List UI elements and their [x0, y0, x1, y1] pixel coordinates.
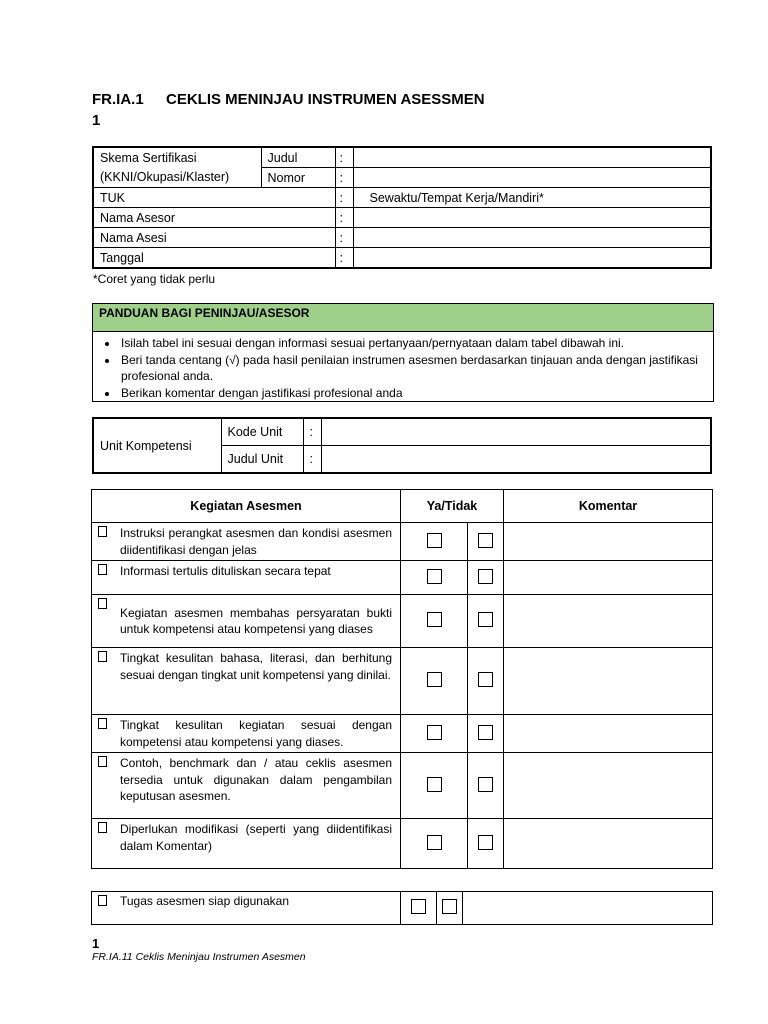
colon: :: [303, 446, 321, 474]
form-title-line2: 1: [92, 112, 101, 129]
final-text: Tugas asesmen siap digunakan: [120, 894, 289, 908]
nomor-label: Nomor: [261, 168, 335, 188]
komentar-cell[interactable]: [504, 595, 713, 648]
ya-checkbox[interactable]: [427, 533, 442, 548]
footer-text: FR.IA.11 Ceklis Meninjau Instrumen Asesmen: [92, 951, 306, 963]
activity-text: Diperlukan modifikasi (seperti yang diidentifikasi dalam Komentar): [120, 822, 392, 853]
activity-text: Contoh, benchmark dan / atau ceklis asesmen tersedia untuk digunakan dalam pengambilan keputusan asesmen.: [120, 756, 392, 803]
table-row: [92, 892, 713, 925]
tanggal-label: Tanggal: [93, 248, 335, 269]
judul-unit-label: Judul Unit: [221, 446, 303, 474]
komentar-cell[interactable]: [463, 892, 713, 925]
tuk-value[interactable]: Sewaktu/Tempat Kerja/Mandiri*: [353, 188, 711, 208]
colon: :: [303, 418, 321, 446]
ya-checkbox[interactable]: [411, 899, 426, 914]
table-row: [92, 595, 713, 648]
judul-field[interactable]: [353, 147, 711, 168]
activity-text: Tingkat kesulitan kegiatan sesuai dengan kompetensi atau kompetensi yang diases.: [120, 718, 392, 749]
ya-checkbox[interactable]: [427, 672, 442, 687]
ya-checkbox[interactable]: [427, 569, 442, 584]
bullet-icon: [98, 822, 107, 833]
komentar-cell[interactable]: [504, 715, 713, 753]
form-title: CEKLIS MENINJAU INSTRUMEN ASESSMEN: [166, 91, 485, 108]
activity-text: Tingkat kesulitan bahasa, literasi, dan berhitung sesuai dengan tingkat unit kompetensi yang dinilai.: [120, 651, 392, 682]
unit-table: [92, 417, 712, 474]
kode-unit-label: Kode Unit: [221, 418, 303, 446]
tidak-checkbox[interactable]: [478, 569, 493, 584]
colon: :: [335, 248, 353, 269]
unit-label: Unit Kompetensi: [93, 418, 221, 473]
table-row: [92, 819, 713, 869]
guide-item: • Beri tanda centang (√) pada hasil penilaian instrumen asesmen berdasarkan tinjauan anda dengan jastifikasi profesional anda.: [119, 352, 713, 385]
asesor-label: Nama Asesor: [93, 208, 335, 228]
komentar-cell[interactable]: [504, 648, 713, 715]
activity-table: [91, 489, 713, 869]
header-komentar: Komentar: [504, 490, 713, 523]
tidak-checkbox[interactable]: [478, 835, 493, 850]
bullet-icon: [98, 756, 107, 767]
nomor-field[interactable]: [353, 168, 711, 188]
table-row: [92, 715, 713, 753]
ya-checkbox[interactable]: [427, 835, 442, 850]
guide-item: • Isilah tabel ini sesuai dengan informasi sesuai pertanyaan/pernyataan dalam tabel dibawah ini.: [119, 335, 713, 352]
activity-text: Kegiatan asesmen membahas persyaratan bukti untuk kompetensi atau kompetensi yang diases: [120, 605, 392, 636]
guide-item: • Berikan komentar dengan jastifikasi profesional anda: [119, 385, 713, 402]
form-code: FR.IA.1: [92, 91, 144, 108]
tuk-label: TUK: [93, 188, 335, 208]
asesi-field[interactable]: [353, 228, 711, 248]
colon: :: [335, 208, 353, 228]
judul-label: Judul: [261, 147, 335, 168]
activity-text: Informasi tertulis dituliskan secara tepat: [120, 564, 331, 578]
ya-checkbox[interactable]: [427, 725, 442, 740]
bullet-icon: [98, 651, 107, 662]
tidak-checkbox[interactable]: [478, 672, 493, 687]
note-text: *Coret yang tidak perlu: [93, 272, 216, 286]
info-table: [92, 146, 712, 269]
tidak-checkbox[interactable]: [442, 899, 457, 914]
tidak-checkbox[interactable]: [478, 725, 493, 740]
header-kegiatan: Kegiatan Asesmen: [92, 490, 401, 523]
tanggal-field[interactable]: [353, 248, 711, 269]
guide-title: PANDUAN BAGI PENINJAU/ASESOR: [93, 304, 713, 332]
komentar-cell[interactable]: [504, 753, 713, 819]
judul-unit-field[interactable]: [321, 446, 711, 474]
final-table: [91, 891, 713, 925]
bullet-icon: [98, 718, 107, 729]
asesor-field[interactable]: [353, 208, 711, 228]
tidak-checkbox[interactable]: [478, 777, 493, 792]
bullet-icon: [98, 526, 107, 537]
activity-text: Instruksi perangkat asesmen dan kondisi asesmen diidentifikasi dengan jelas: [120, 526, 392, 557]
colon: :: [335, 228, 353, 248]
komentar-cell[interactable]: [504, 523, 713, 561]
header-yatidak: Ya/Tidak: [401, 490, 504, 523]
page-number: 1: [92, 936, 100, 951]
guide-list: [93, 335, 713, 401]
colon: :: [335, 168, 353, 188]
table-row: [92, 561, 713, 595]
table-row: [92, 648, 713, 715]
guide-box: [92, 303, 714, 402]
colon: :: [335, 147, 353, 168]
bullet-icon: [98, 564, 107, 575]
ya-checkbox[interactable]: [427, 777, 442, 792]
colon: :: [335, 188, 353, 208]
komentar-cell[interactable]: [504, 561, 713, 595]
komentar-cell[interactable]: [504, 819, 713, 869]
bullet-icon: [98, 895, 107, 906]
tidak-checkbox[interactable]: [478, 533, 493, 548]
table-row: [92, 753, 713, 819]
bullet-icon: [98, 598, 107, 609]
skema-label: Skema Sertifikasi (KKNI/Okupasi/Klaster): [93, 147, 261, 188]
table-row: [92, 523, 713, 561]
asesi-label: Nama Asesi: [93, 228, 335, 248]
tidak-checkbox[interactable]: [478, 612, 493, 627]
kode-unit-field[interactable]: [321, 418, 711, 446]
ya-checkbox[interactable]: [427, 612, 442, 627]
page-title: [92, 89, 485, 131]
